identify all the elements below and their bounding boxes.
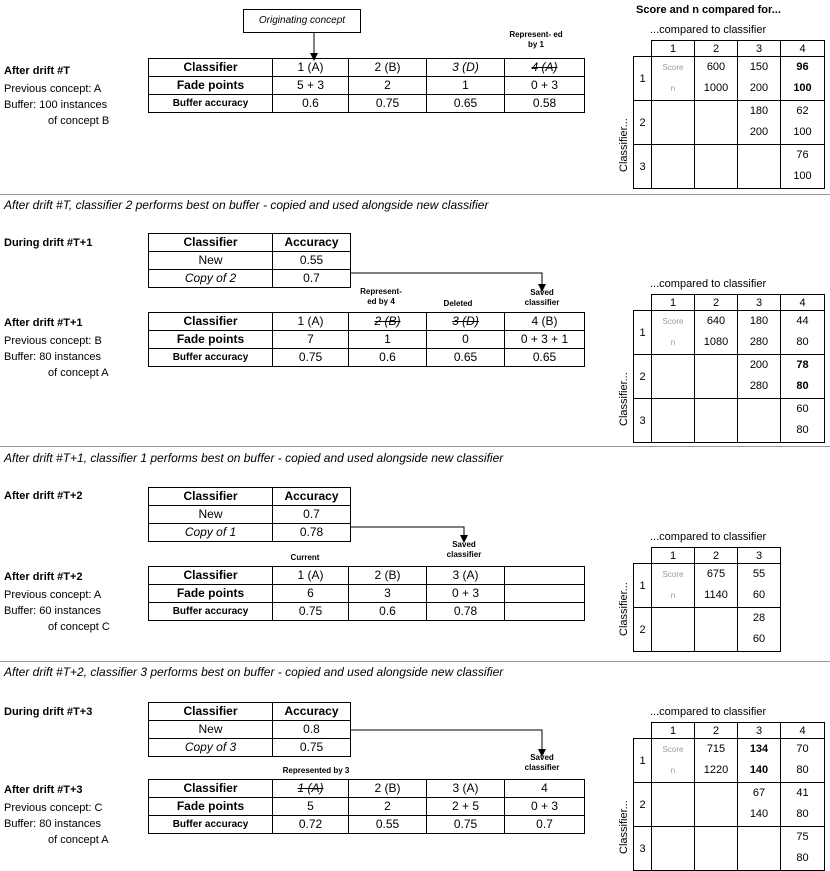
s2-f3: 0 [427,331,505,349]
s2-m23: 200 280 [738,355,781,399]
s1-c1: 1 (A) [273,59,349,77]
s3-c2: 2 (B) [349,567,427,585]
s1-h-fade: Fade points [149,77,273,95]
s1-mr3: 3 [634,145,652,189]
s1-buffer2: of concept B [48,115,110,127]
s4-h-fade: Fade points [149,798,273,816]
s2-c4: 4 (B) [505,313,585,331]
s3-a3: 0.78 [427,603,505,621]
s3-caption: After drift #T+2, classifier 3 performs best on buffer - copied and used alongside new classifier [4,665,504,679]
s1-mh1: 1 [652,41,695,57]
s1-classifier-table [148,58,585,113]
s3-classifier-axis: Classifier... [618,582,630,636]
s4-c3: 3 (A) [427,780,505,798]
s2-mh3: 3 [738,295,781,311]
s4-c2: 2 (B) [349,780,427,798]
s2-m11: Score n [652,311,695,355]
s1-f4: 0 + 3 [505,77,585,95]
s4-m12: 715 1220 [695,739,738,783]
s4-h-classifier: Classifier [149,780,273,798]
s2-buffer: Buffer: 80 instances [4,351,102,363]
s1-a4: 0.58 [505,95,585,113]
s2-m13: 180 280 [738,311,781,355]
s4-buffer2: of concept A [48,834,109,846]
s4-m14: 70 80 [781,739,825,783]
s3-m23: 28 60 [738,608,781,652]
s2-c2: 2 (B) [349,313,427,331]
s4-matrix [633,722,825,871]
s4-buffer: Buffer: 80 instances [4,818,102,830]
s1-f1: 5 + 3 [273,77,349,95]
s2-c3: 3 (D) [427,313,505,331]
score-title-text: Score and n compared for... [636,4,781,16]
s2-h-classifier: Classifier [149,313,273,331]
s3-new-label: New [149,506,273,524]
note-represented-by-1: Represent- ed by 1 [509,30,563,49]
s4-m34: 75 80 [781,827,825,871]
s4-mr2: 2 [634,783,652,827]
s4-a3: 0.75 [427,816,505,834]
s2-mr2: 2 [634,355,652,399]
s1-a2: 0.75 [349,95,427,113]
s3-h-classifier: Classifier [149,567,273,585]
s3-note-current: Current [290,553,320,562]
s3-during: After drift #T+2 [4,490,83,502]
s2-m24: 78 80 [781,355,825,399]
s3-h-acc: Buffer accuracy [149,603,273,621]
s1-h-acc: Buffer accuracy [149,95,273,113]
s4-classifier-axis: Classifier... [618,800,630,854]
s4-f3: 2 + 5 [427,798,505,816]
s2-ah-classifier: Classifier [149,234,273,252]
s4-ah-classifier: Classifier [149,703,273,721]
s4-prev: Previous concept: C [4,802,103,814]
s2-mh4: 4 [781,295,825,311]
s4-f1: 5 [273,798,349,816]
s2-h-acc: Buffer accuracy [149,349,273,367]
s2-acc-new: 0.55 [273,252,351,270]
s1-c3: 3 (D) [427,59,505,77]
originating-concept-box: Originating concept [243,9,361,33]
s4-mr1: 1 [634,739,652,783]
s3-mh3: 3 [738,548,781,564]
s1-a1: 0.6 [273,95,349,113]
s3-buffer: Buffer: 60 instances [4,605,102,617]
s4-mh1: 1 [652,723,695,739]
s3-m13: 55 60 [738,564,781,608]
s3-matrix [633,547,781,652]
s3-c3: 3 (A) [427,567,505,585]
s2-labels [4,316,109,380]
s1-mh2: 2 [695,41,738,57]
separator-2 [0,446,830,447]
s2-mh2: 2 [695,295,738,311]
s4-note-represented: Represented by 3 [282,766,350,775]
s1-m34: 76 100 [781,145,825,189]
s3-a2: 0.6 [349,603,427,621]
s4-m24: 41 80 [781,783,825,827]
s3-a4 [505,603,585,621]
s3-h-fade: Fade points [149,585,273,603]
s1-labels [4,64,109,128]
s1-m13: 150 200 [738,57,781,101]
s4-c1: 1 (A) [273,780,349,798]
s4-title: After drift #T+3 [4,784,83,796]
s1-mr1: 1 [634,57,652,101]
s4-a2: 0.55 [349,816,427,834]
s1-title: After drift #T [4,65,70,77]
s4-new-label: New [149,721,273,739]
s2-h-fade: Fade points [149,331,273,349]
s1-c4: 4 (A) [505,59,585,77]
s1-mh3: 3 [738,41,781,57]
s2-m34: 60 80 [781,399,825,443]
score-title [636,4,781,16]
s4-mr3: 3 [634,827,652,871]
s4-note-saved: Saved classifier [524,753,560,772]
s1-prev: Previous concept: A [4,83,102,95]
s2-mr3: 3 [634,399,652,443]
s2-mr1: 1 [634,311,652,355]
s3-f2: 3 [349,585,427,603]
s2-copy-label: Copy of 2 [149,270,273,288]
s4-labels [4,783,109,847]
s1-m11: Score n [652,57,695,101]
s4-compared-caption: ...compared to classifier [650,706,767,718]
s2-caption: After drift #T+1, classifier 1 performs best on buffer - copied and used alongside new classifier [4,451,504,465]
s4-ah-acc: Accuracy [273,703,351,721]
s4-a1: 0.72 [273,816,349,834]
s4-m23: 67 140 [738,783,781,827]
s3-mr2: 2 [634,608,652,652]
s3-note-saved: Saved classifier [446,540,482,559]
s2-note-deleted: Deleted [443,299,473,308]
s3-acc-copy: 0.78 [273,524,351,542]
s1-buffer: Buffer: 100 instances [4,99,108,111]
s3-title: After drift #T+2 [4,571,83,583]
s4-acc-copy: 0.75 [273,739,351,757]
s3-copy-label: Copy of 1 [149,524,273,542]
s1-caption: After drift #T, classifier 2 performs best on buffer - copied and used alongside new classifier [4,198,489,212]
s2-ah-acc: Accuracy [273,234,351,252]
s4-a4: 0.7 [505,816,585,834]
s4-c4: 4 [505,780,585,798]
s3-accuracy-table [148,487,351,542]
s3-mh1: 1 [652,548,695,564]
s1-a3: 0.65 [427,95,505,113]
s1-f3: 1 [427,77,505,95]
s3-ah-classifier: Classifier [149,488,273,506]
s3-compared-caption: ...compared to classifier [650,531,767,543]
s2-note-represented: Represent- ed by 4 [360,287,402,306]
s2-c1: 1 (A) [273,313,349,331]
s1-m24: 62 100 [781,101,825,145]
s3-mr1: 1 [634,564,652,608]
s1-compared-caption: ...compared to classifier [650,24,767,36]
s2-a2: 0.6 [349,349,427,367]
s2-a3: 0.65 [427,349,505,367]
s2-mh1: 1 [652,295,695,311]
s2-accuracy-table [148,233,351,288]
s4-mh4: 4 [781,723,825,739]
s4-copy-label: Copy of 3 [149,739,273,757]
s2-f2: 1 [349,331,427,349]
s4-f2: 2 [349,798,427,816]
s2-title: After drift #T+1 [4,317,83,329]
s4-acc-new: 0.8 [273,721,351,739]
s1-c2: 2 (B) [349,59,427,77]
s3-mh2: 2 [695,548,738,564]
s4-accuracy-table [148,702,351,757]
s2-acc-copy: 0.7 [273,270,351,288]
s2-note-saved: Saved classifier [524,288,560,307]
s3-prev: Previous concept: A [4,589,102,601]
s2-classifier-table [148,312,585,367]
s2-a1: 0.75 [273,349,349,367]
s1-mr2: 2 [634,101,652,145]
s1-mh4: 4 [781,41,825,57]
s3-acc-new: 0.7 [273,506,351,524]
s2-m12: 640 1080 [695,311,738,355]
s3-f1: 6 [273,585,349,603]
s4-mh2: 2 [695,723,738,739]
s3-c1: 1 (A) [273,567,349,585]
s3-m12: 675 1140 [695,564,738,608]
separator-3 [0,661,830,662]
s2-f1: 7 [273,331,349,349]
s2-compared-caption: ...compared to classifier [650,278,767,290]
s2-f4: 0 + 3 + 1 [505,331,585,349]
s1-h-classifier: Classifier [149,59,273,77]
s2-classifier-axis: Classifier... [618,372,630,426]
s1-matrix [633,40,825,189]
s4-m13: 134 140 [738,739,781,783]
s3-a1: 0.75 [273,603,349,621]
s2-new-label: New [149,252,273,270]
s1-m12: 600 1000 [695,57,738,101]
s4-mh3: 3 [738,723,781,739]
s3-buffer2: of concept C [48,621,110,633]
s2-a4: 0.65 [505,349,585,367]
s1-classifier-axis: Classifier... [618,118,630,172]
s4-classifier-table [148,779,585,834]
s2-buffer2: of concept A [48,367,109,379]
s3-f4 [505,585,585,603]
s3-labels [4,570,110,634]
s2-m14: 44 80 [781,311,825,355]
s4-during: During drift #T+3 [4,706,93,718]
s3-c4 [505,567,585,585]
s4-f4: 0 + 3 [505,798,585,816]
s4-h-acc: Buffer accuracy [149,816,273,834]
s3-classifier-table [148,566,585,621]
s1-f2: 2 [349,77,427,95]
s1-m23: 180 200 [738,101,781,145]
s4-m11: Score n [652,739,695,783]
s3-f3: 0 + 3 [427,585,505,603]
s3-ah-acc: Accuracy [273,488,351,506]
separator-1 [0,194,830,195]
s2-during: During drift #T+1 [4,237,93,249]
s1-m14: 96 100 [781,57,825,101]
s2-matrix [633,294,825,443]
s2-prev: Previous concept: B [4,335,102,347]
s3-m11: Score n [652,564,695,608]
